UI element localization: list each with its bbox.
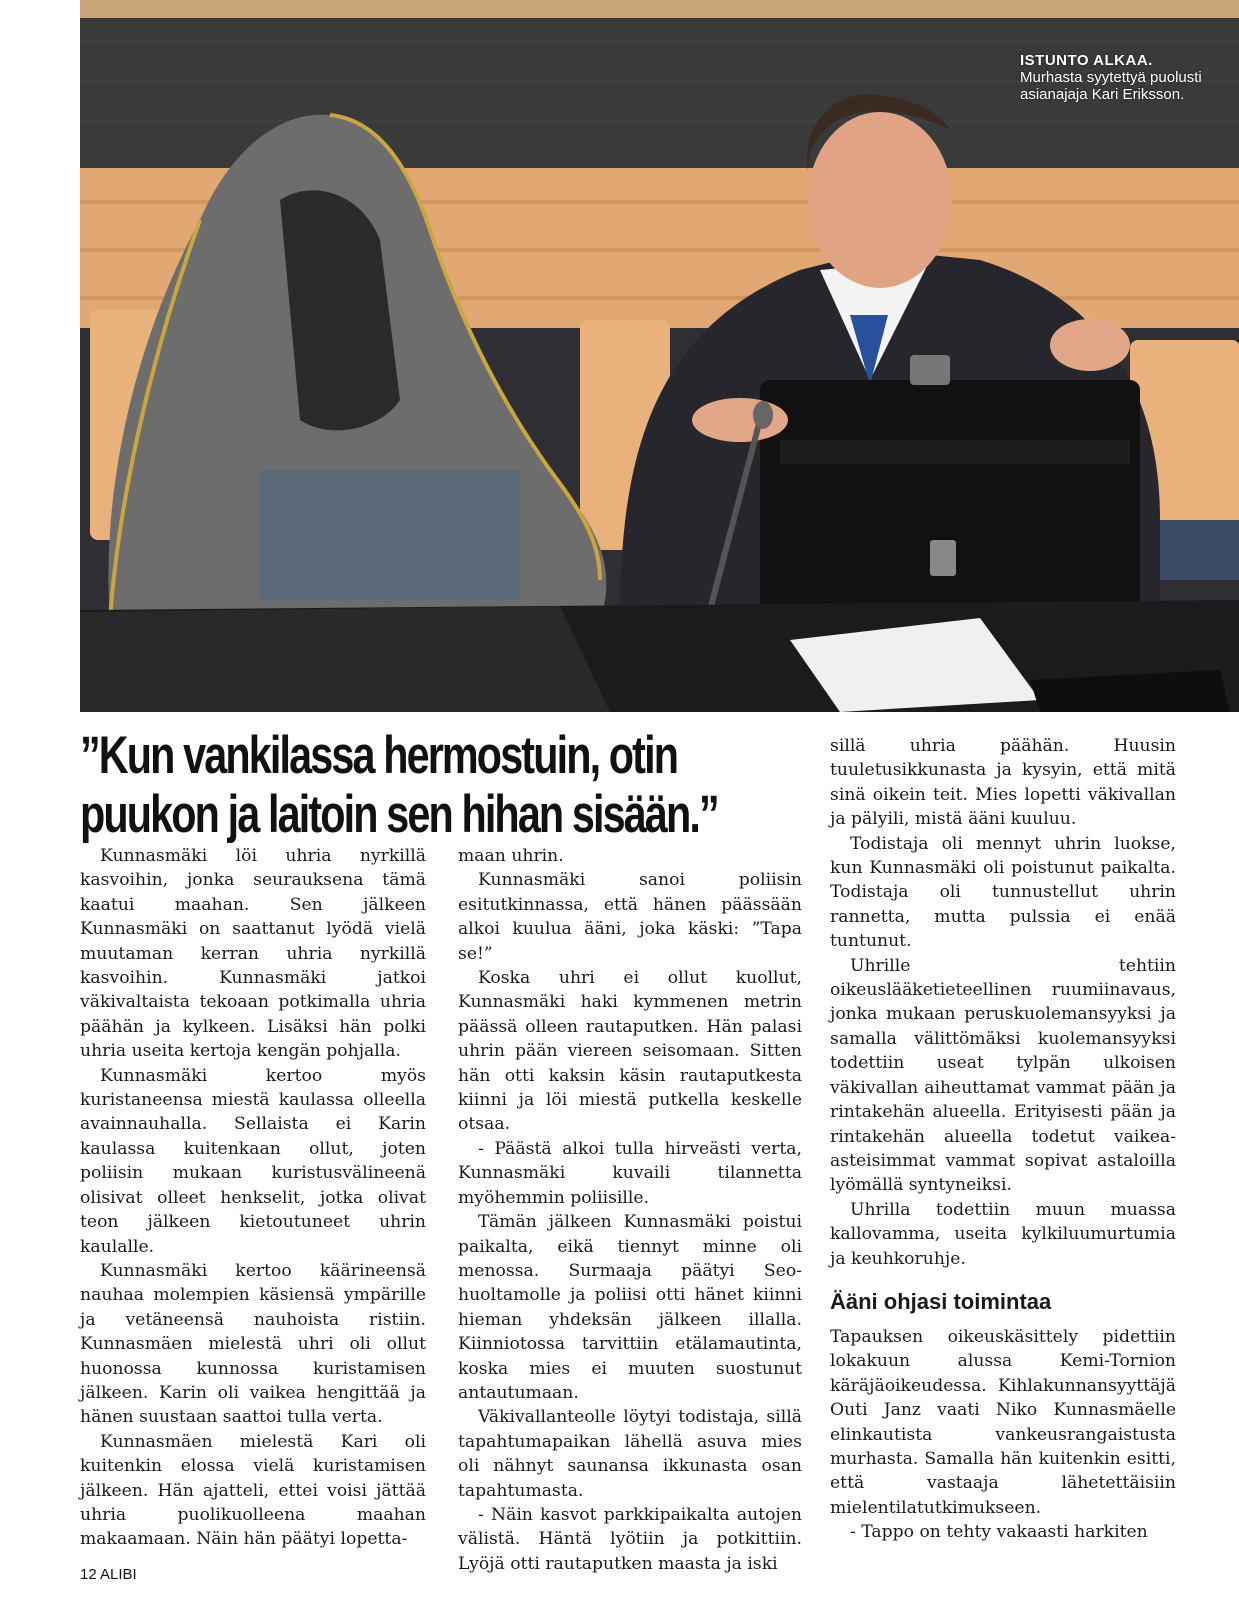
paragraph: Väkivallanteolle löytyi todistaja, sillä tapahtumapaikan lähellä asuva mies oli nähnyt saunansa ikkunasta osan tapahtumasta.: [458, 1407, 802, 1501]
paragraph: Koska uhri ei ollut kuollut, Kunnasmäki haki kymmenen metrin päässä olleen rautaputken. Hän palasi uhrin pään viereen seisomaan. Sitten hän otti kaksin käsin rautaputkesta kiinni ja löi miestä putkella keskelle otsaa.: [458, 968, 802, 1135]
article-column-3: [830, 734, 1176, 1545]
paragraph: Tämän jälkeen Kunnasmäki poistui paikalta, eikä tiennyt minne oli menossa. Surmaaja päätyi Seo-huoltamolle ja poliisi otti hänet kiinni hieman yhdeksän jälkeen illalla. Kiinniotossa tarvittiin etälamautinta, koska mies ei muuten suostunut antautumaan.: [458, 1212, 802, 1403]
paragraph: Kunnasmäen mielestä Kari oli kuitenkin elossa vielä kuristamisen jälkeen. Hän ajatteli, ettei voisi jättää uhria puolikuolleena maahan makaamaan. Näin hän päätyi lopetta-: [80, 1431, 426, 1550]
caption-lead: ISTUNTO ALKAA.: [1020, 52, 1153, 69]
caption-text: Murhasta syytettyä puolusti asianajaja Kari Eriksson.: [1020, 69, 1202, 103]
article-column-1: [80, 844, 426, 1552]
page-footer: 12 ALIBI: [80, 1566, 137, 1583]
courtroom-photo: [80, 0, 1239, 712]
paragraph: Uhrille tehtiin oikeuslääketieteellinen ruumiinavaus, jonka mukaan peruskuolemansyyksi ja samalla välittömäksi kuolemansyyksi todettiin useat tylpän ulkoisen väkivallan aiheuttamat vammat pään ja rintakehän alueella. Erityisesti pään ja rintakehän alueella todetut vaikea-asteisimmat vammat sopivat astaloilla lyömällä syntyneiksi.: [830, 955, 1176, 1196]
headline-line-2: puukon ja laitoin sen hihan sisään.”: [80, 785, 718, 844]
paragraph: Kunnasmäki kertoo myös kuristaneensa miestä kaulassa olleella avainnauhalla. Sellaista ei Karin kaulassa kuitenkaan ollut, joten poliisin mukaan kuristusvälineenä olisivat olleet henkselit, jotka olivat teon jälkeen kietoutuneet uhrin kaulalle.: [80, 1065, 426, 1257]
paragraph: - Tappo on tehty vakaasti harkiten: [850, 1522, 1148, 1543]
article-column-2: [458, 844, 802, 1576]
paragraph: sillä uhria päähän. Huusin tuuletusikkunasta ja kysyin, että mitä sinä oikein teit. Mies lopetti väkivallan ja pälyili, mistä ääni kuuluu.: [830, 736, 1176, 830]
headline-line-1: ”Kun vankilassa hermostuin, otin: [80, 726, 678, 785]
paragraph: - Näin kasvot parkkipaikalta autojen välistä. Häntä lyötiin ja potkittiin. Lyöjä otti rautaputken maasta ja iski: [458, 1504, 802, 1574]
photo-caption: [1020, 52, 1220, 103]
paragraph: - Päästä alkoi tulla hirveästi verta, Kunnasmäki kuvaili tilannetta myöhemmin poliisille.: [458, 1138, 802, 1208]
paragraph: Todistaja oli mennyt uhrin luokse, kun Kunnasmäki oli poistunut paikalta. Todistaja oli tunnustellut uhrin rannetta, mutta pulssia ei enää tuntunut.: [830, 833, 1176, 952]
paragraph: Kunnasmäki löi uhria nyrkillä kasvoihin, jonka seurauksena tämä kaatui maahan. Sen jälkeen Kunnasmäki on saattanut lyödä vielä muutaman kerran uhria nyrkillä kasvoihin. Kunnasmäki jatkoi väkivaltaista tekoaan potkimalla uhria päähän ja kylkeen. Lisäksi hän polki uhria useita kertoja kengän pohjalla.: [80, 846, 426, 1062]
section-subheading: Ääni ohjasi toimintaa: [830, 1288, 1052, 1314]
headline: [80, 726, 718, 844]
paragraph: maan uhrin.: [458, 846, 564, 866]
paragraph: Kunnasmäki sanoi poliisin esitutkinnassa, että hänen päässään alkoi kuulua ääni, joka käski: ”Tapa se!”: [458, 870, 802, 964]
paragraph: Kunnasmäki kertoo käärineensä nauhaa molempien käsiensä ympärille ja vetäneensä nauhoista ristiin. Kunnasmäen mielestä uhri oli ollut huonossa kunnossa kuristamisen jälkeen. Karin oli vaikea hengittää ja hänen suustaan saattoi tulla verta.: [80, 1260, 426, 1428]
paragraph: Tapauksen oikeuskäsittely pidettiin lokakuun alussa Kemi-Tornion käräjäoikeudessa. Kihlakunnansyyttäjä Outi Janz vaati Niko Kunnasmäelle elinkautista vankeusrangaistusta murhasta. Samalla hän kuitenkin esitti, että vastaaja lähetettäisiin mielentilatutkimukseen.: [830, 1326, 1176, 1518]
paragraph: Uhrilla todettiin muun muassa kallovamma, useita kylkiluumurtumia ja keuhkoruhje.: [830, 1199, 1176, 1269]
